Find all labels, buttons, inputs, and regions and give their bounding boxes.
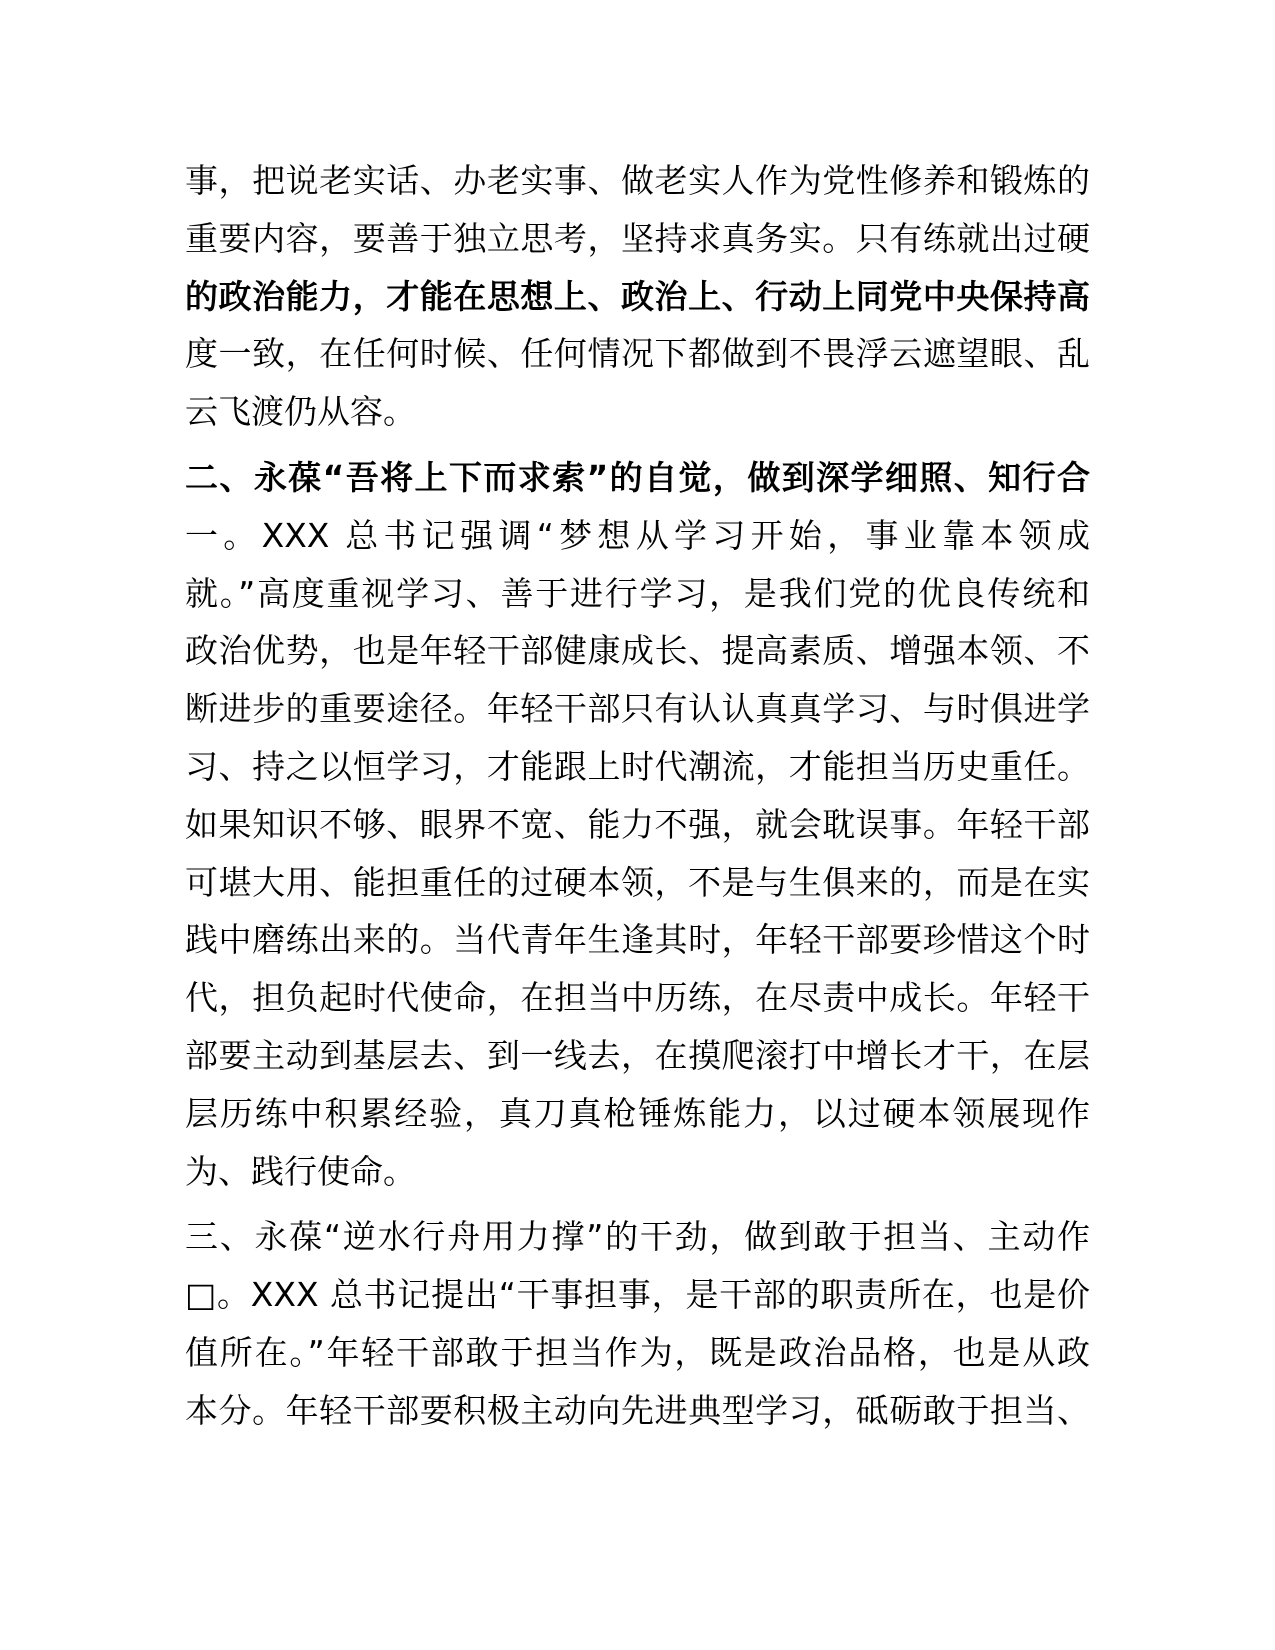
text-line: 部要主动到基层去、到一线去，在摸爬滚打中增长才干，在层	[185, 1035, 1090, 1075]
text-line: 政治优势，也是年轻干部健康成长、提高素质、增强本领、不	[185, 631, 1090, 671]
text-line: 一。XXX 总书记强调“梦想从学习开始，事业靠本领成	[185, 515, 1090, 555]
paragraph-spacer	[185, 1200, 1090, 1208]
text-line: 代，担负起时代使命，在担当中历练，在尽责中成长。年轻干	[185, 978, 1090, 1018]
text-line: 本分。年轻干部要积极主动向先进典型学习，砥砺敢于担当、	[185, 1390, 1090, 1430]
text-line: 断进步的重要途径。年轻干部只有认认真真学习、与时俱进学	[185, 689, 1090, 729]
paragraph-1	[185, 152, 1090, 441]
text-line: 事，把说老实话、办老实事、做老实人作为党性修养和锻炼的	[185, 161, 1090, 200]
text-line: 度一致，在任何时候、任何情况下都做到不畏浮云遮望眼、乱	[185, 334, 1090, 374]
text-line: 重要内容，要善于独立思考，坚持求真务实。只有练就出过硬	[185, 218, 1090, 258]
body-text	[185, 152, 1090, 1440]
text-line: 践中磨练出来的。当代青年生逢其时，年轻干部要珍惜这个时	[185, 920, 1090, 960]
text-line: 习、持之以恒学习，才能跟上时代潮流，才能担当历史重任。	[185, 746, 1090, 786]
text-line: 如果知识不够、眼界不宽、能力不强，就会耽误事。年轻干部	[185, 804, 1090, 844]
text-line: 为、践行使命。	[185, 1151, 416, 1191]
text-line: 就。”高度重视学习、善于进行学习，是我们党的优良传统和	[185, 573, 1090, 613]
text-line: □。XXX 总书记提出“干事担事，是干部的职责所在，也是价	[185, 1275, 1090, 1315]
heading-line: 二、永葆“吾将上下而求索”的自觉，做到深学细照、知行合	[185, 457, 1090, 497]
paragraph-spacer	[185, 441, 1090, 449]
text-line: 值所在。”年轻干部敢于担当作为，既是政治品格，也是从政	[185, 1332, 1090, 1372]
text-line: 的政治能力，才能在思想上、政治上、行动上同党中央保持高	[185, 276, 1090, 316]
paragraph-2	[185, 449, 1090, 1200]
heading-line: 三、永葆“逆水行舟用力撑”的干劲，做到敢于担当、主动作	[185, 1217, 1090, 1257]
text-line: 云飞渡仍从容。	[185, 392, 416, 432]
paragraph-3	[185, 1208, 1090, 1439]
text-line: 可堪大用、能担重任的过硬本领，不是与生俱来的，而是在实	[185, 862, 1090, 902]
text-line: 层历练中积累经验，真刀真枪锤炼能力，以过硬本领展现作	[185, 1093, 1090, 1133]
